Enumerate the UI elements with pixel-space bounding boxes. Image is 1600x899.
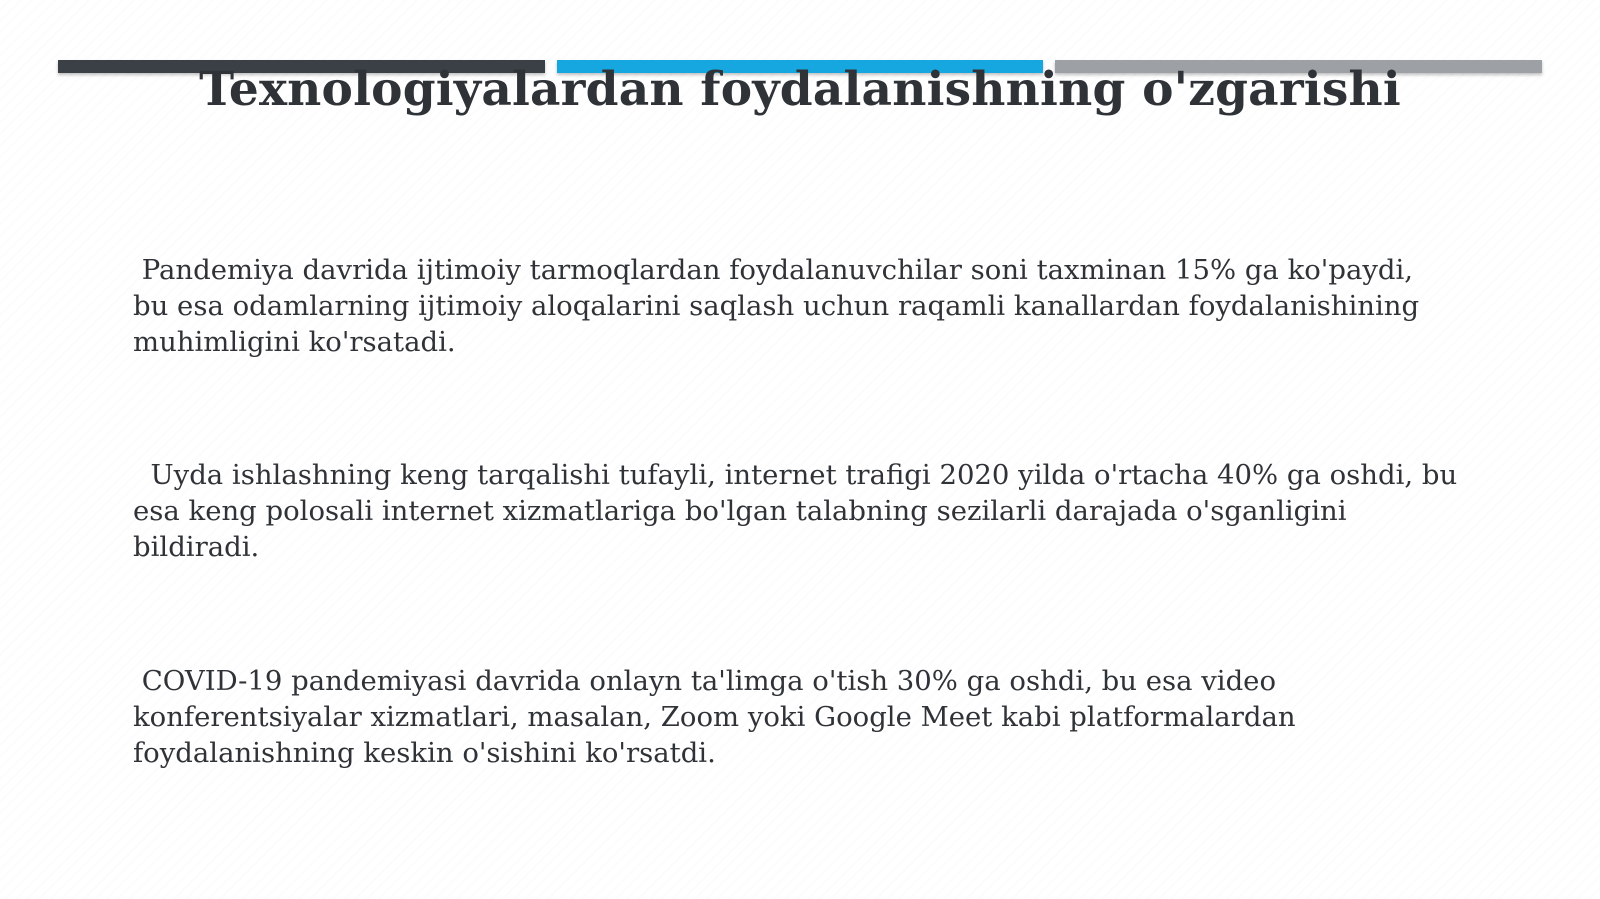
- paragraph-online-education: COVID-19 pandemiyasi davrida onlayn ta'limga o'tish 30% ga oshdi, bu esa video konferentsiyalar xizmatlari, masalan, Zoom yoki Google Meet kabi platformalardan foydalanishning keskin o'sishini ko'rsatdi.: [133, 665, 1296, 769]
- paragraph-internet-traffic: Uyda ishlashning keng tarqalishi tufayli, internet trafigi 2020 yilda o'rtacha 40% ga oshdi, bu esa keng polosali internet xizmatlariga bo'lgan talabning sezilarli darajada o'sganligini bildiradi.: [133, 459, 1458, 563]
- paragraph-social-media: Pandemiya davrida ijtimoiy tarmoqlardan foydalanuvchilar soni taxminan 15% ga ko'paydi, bu esa odamlarning ijtimoiy aloqalarini saqlash uchun raqamli kanallardan foydalanishining muhimligini ko'rsatadi.: [133, 254, 1420, 358]
- slide-title: Texnologiyalardan foydalanishning o'zgarishi: [199, 62, 1401, 117]
